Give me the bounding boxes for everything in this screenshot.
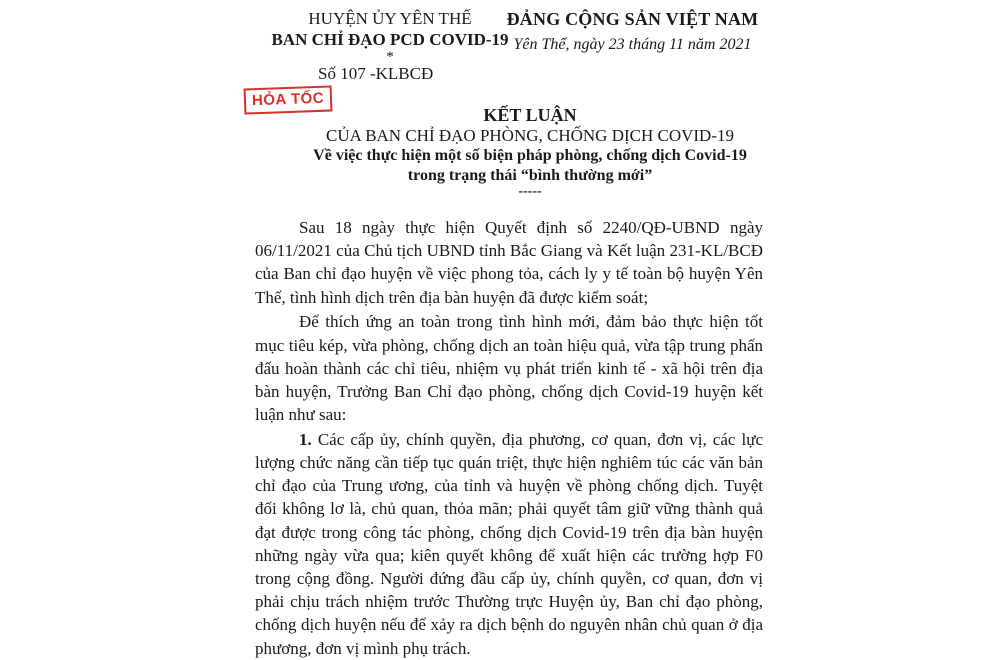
title-block [240,104,820,198]
title-divider: ----- [518,184,542,199]
paragraph-item-1 [255,428,763,660]
item-number: 1. [299,429,312,449]
issuer-committee: BAN CHỈ ĐẠO PCD COVID-19 [271,30,509,49]
document-title: KẾT LUẬN [483,105,577,125]
party-name: ĐẢNG CỘNG SẢN VIỆT NAM [506,9,759,29]
issuer-block [240,8,540,64]
national-header [505,8,760,56]
item-1-text: Các cấp ủy, chính quyền, địa phương, cơ quan, đơn vị, các lực lượng chức năng cần tiếp tục quán triệt, thực hiện nghiêm túc các văn bản chỉ đạo của Trung ương, của tỉnh và huyện về phòng chống dịch. Tuyệt đối không lơ là, chủ quan, thỏa mãn; phải quyết tâm giữ vững thành quả đạt được trong công tác phòng, chống dịch Covid-19 trên địa bàn huyện những ngày vừa qua; kiên quyết không để xuất hiện các trường hợp F0 trong cộng đồng. Người đứng đầu cấp ủy, chính quyền, cơ quan, đơn vị phải chịu trách nhiệm trước Thường trực Huyện ủy, Ban chỉ đạo phòng, chống dịch huyện nếu để xảy ra dịch bệnh do nguyên nhân chủ quan ở địa phương, đơn vị mình phụ trách. [255,429,763,658]
star-divider: * [386,49,394,65]
urgent-stamp: HỎA TỐC [244,85,333,114]
paragraph-context: Sau 18 ngày thực hiện Quyết định số 2240/QĐ-UBND ngày 06/11/2021 của Chủ tịch UBND tỉnh Bắc Giang và Kết luận 231-KL/BCĐ của Ban chỉ đạo huyện về việc phong tỏa, cách ly y tế toàn bộ huyện Yên Thế, tình hình dịch trên địa bàn huyện đã được kiểm soát; [255,218,763,307]
document-body [255,216,763,660]
place-date: Yên Thế, ngày 23 tháng 11 năm 2021 [513,36,752,53]
paragraph-purpose: Để thích ứng an toàn trong tình hình mới, đảm bảo thực hiện tốt mục tiêu kép, vừa phòng, chống dịch an toàn hiệu quả, vừa tập trung phấn đấu hoàn thành các chỉ tiêu, nhiệm vụ phát triển kinh tế - xã hội trên địa bàn huyện, Trưởng Ban Chỉ đạo phòng, chống dịch Covid-19 huyện kết luận như sau: [255,312,763,425]
issuer-org: HUYỆN ỦY YÊN THẾ [308,9,472,28]
document-about-line-2: trong trạng thái “bình thường mới” [407,167,653,184]
document-subtitle: CỦA BAN CHỈ ĐẠO PHÒNG, CHỐNG DỊCH COVID-19 [325,126,734,145]
document-number: Số 107 -KLBCĐ [318,64,434,83]
document-about-line-1: Về việc thực hiện một số biện pháp phòng, chống dịch Covid-19 [313,147,747,164]
